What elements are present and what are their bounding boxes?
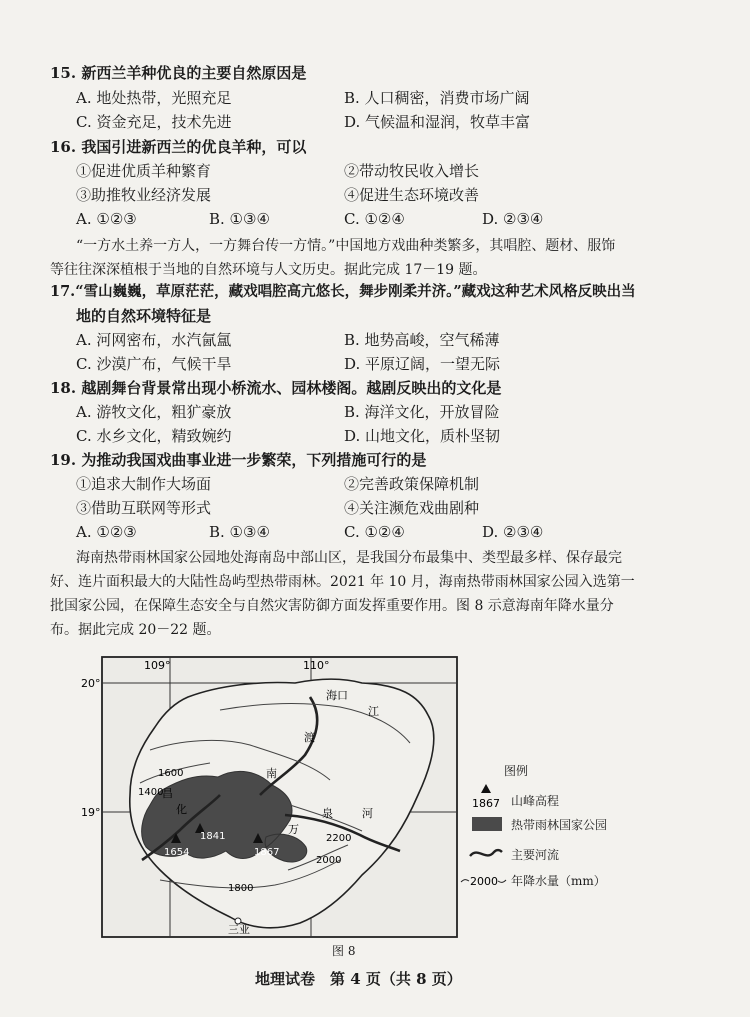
- q17-stem-line1: 17.“雪山巍巍，草原茫茫，藏戏唱腔高亢悠长，舞步刚柔并济。”藏戏这种艺术风格反映出当: [50, 283, 636, 300]
- q18-option-a: A. 游牧文化，粗犷豪放: [76, 403, 232, 421]
- q16-stem: 16. 我国引进新西兰的优良羊种，可以: [50, 138, 307, 156]
- legend-iso-label: 年降水量（mm）: [511, 874, 606, 888]
- label-lat19: 19°: [81, 806, 101, 819]
- peak-symbol-icon: [466, 782, 506, 810]
- passage2-line1: 海南热带雨林国家公园地处海南岛中部山区，是我国分布最集中、类型最多样、保存最完: [76, 550, 622, 566]
- label-haikou: 海口: [326, 689, 348, 702]
- q16-statement-1: ①促进优质羊种繁育: [76, 162, 212, 180]
- legend-iso-value: 2000: [470, 875, 498, 888]
- q17-option-b: B. 地势高峻，空气稀薄: [344, 331, 500, 349]
- legend-row-peak: [466, 782, 646, 810]
- label-lon110: 110°: [303, 659, 330, 672]
- q16-statement-2: ②带动牧民收入增长: [344, 162, 480, 180]
- q17-option-a: A. 河网密布，水汽氤氲: [76, 331, 232, 349]
- legend-peak-label: 山峰高程: [511, 794, 560, 808]
- q16-option-b: B. ①③④: [209, 210, 270, 228]
- legend-peak-value: 1867: [472, 797, 500, 810]
- label-peak-1654: 1654: [164, 847, 190, 858]
- label-iso-1400: 1400: [138, 787, 164, 798]
- q16-option-c: C. ①②④: [344, 210, 405, 228]
- hainan-precipitation-map: [81, 655, 460, 940]
- label-iso-1600: 1600: [158, 768, 184, 779]
- passage2-line4: 布。据此完成 20－22 题。: [50, 622, 221, 638]
- q19-option-d: D. ②③④: [482, 523, 544, 541]
- isohyet-symbol-icon: [460, 870, 508, 890]
- q17-stem-line2: 地的自然环境特征是: [76, 307, 212, 325]
- q18-option-d: D. 山地文化，质朴坚韧: [344, 427, 501, 445]
- q15-option-c: C. 资金充足，技术先进: [76, 113, 232, 131]
- label-river-hua: 化: [176, 803, 187, 816]
- legend-row-river: [466, 844, 646, 866]
- q18-stem: 18. 越剧舞台背景常出现小桥流水、园林楼阁。越剧反映出的文化是: [50, 379, 502, 397]
- river-symbol-icon: [466, 844, 506, 864]
- q19-option-c: C. ①②④: [344, 523, 405, 541]
- q15-stem: 15. 新西兰羊种优良的主要自然原因是: [50, 64, 307, 82]
- q19-option-a: A. ①②③: [76, 523, 137, 541]
- passage2-line2: 好、连片面积最大的大陆性岛屿型热带雨林。2021 年 10 月，海南热带雨林国家公园入选第一: [50, 574, 635, 590]
- legend-river-label: 主要河流: [511, 848, 560, 862]
- q16-option-a: A. ①②③: [76, 210, 137, 228]
- q18-option-b: B. 海洋文化，开放冒险: [344, 403, 500, 421]
- legend-title: 图例: [504, 764, 529, 778]
- label-river-wan: 万: [288, 823, 299, 836]
- legend-row-park: [466, 814, 646, 836]
- passage1-line2: 等往往深深植根于当地的自然环境与人文历史。据此完成 17－19 题。: [50, 262, 487, 278]
- label-iso-1800: 1800: [228, 883, 254, 894]
- passage2-line3: 批国家公园，在保障生态安全与自然灾害防御方面发挥重要作用。图 8 示意海南年降水量分: [50, 598, 614, 614]
- q15-option-b: B. 人口稠密，消费市场广阔: [344, 89, 530, 107]
- q16-option-d: D. ②③④: [482, 210, 544, 228]
- label-sanya: 三亚: [228, 923, 250, 936]
- label-iso-2000: 2000: [316, 855, 342, 866]
- legend-row-isohyet: [466, 870, 646, 892]
- page-footer: 地理试卷 第 4 页（共 8 页）: [255, 970, 462, 988]
- label-peak-1867: 1867: [254, 847, 280, 858]
- q19-option-b: B. ①③④: [209, 523, 270, 541]
- label-river-quan: 泉: [322, 807, 333, 820]
- q15-option-a: A. 地处热带，光照充足: [76, 89, 232, 107]
- figure-caption: 图 8: [332, 944, 356, 958]
- passage1-line1: “一方水土养一方人，一方舞台传一方情。”中国地方戏曲种类繁多，其唱腔、题材、服饰: [76, 238, 616, 254]
- q18-option-c: C. 水乡文化，精致婉约: [76, 427, 232, 445]
- q19-statement-4: ④关注濒危戏曲剧种: [344, 499, 480, 517]
- q19-statement-2: ②完善政策保障机制: [344, 475, 480, 493]
- label-river-nan: 南: [266, 767, 277, 780]
- label-lat20: 20°: [81, 677, 101, 690]
- q19-statement-1: ①追求大制作大场面: [76, 475, 212, 493]
- q15-option-d: D. 气候温和湿润，牧草丰富: [344, 113, 531, 131]
- label-iso-2200: 2200: [326, 833, 352, 844]
- q17-option-c: C. 沙漠广布，气候干旱: [76, 355, 232, 373]
- label-river-jiang: 江: [368, 705, 379, 718]
- legend-park-label: 热带雨林国家公园: [511, 818, 608, 832]
- label-peak-1841: 1841: [200, 831, 226, 842]
- q19-statement-3: ③借助互联网等形式: [76, 499, 212, 517]
- q17-option-d: D. 平原辽阔，一望无际: [344, 355, 501, 373]
- q16-statement-3: ③助推牧业经济发展: [76, 186, 212, 204]
- q16-statement-4: ④促进生态环境改善: [344, 186, 480, 204]
- label-river-chang: 昌: [162, 787, 173, 800]
- map-svg: [81, 655, 460, 940]
- label-river-he: 河: [362, 807, 373, 820]
- label-river-du: 渡: [304, 731, 315, 744]
- label-lon109: 109°: [144, 659, 171, 672]
- park-swatch-icon: [472, 817, 502, 831]
- q19-stem: 19. 为推动我国戏曲事业进一步繁荣，下列措施可行的是: [50, 451, 427, 469]
